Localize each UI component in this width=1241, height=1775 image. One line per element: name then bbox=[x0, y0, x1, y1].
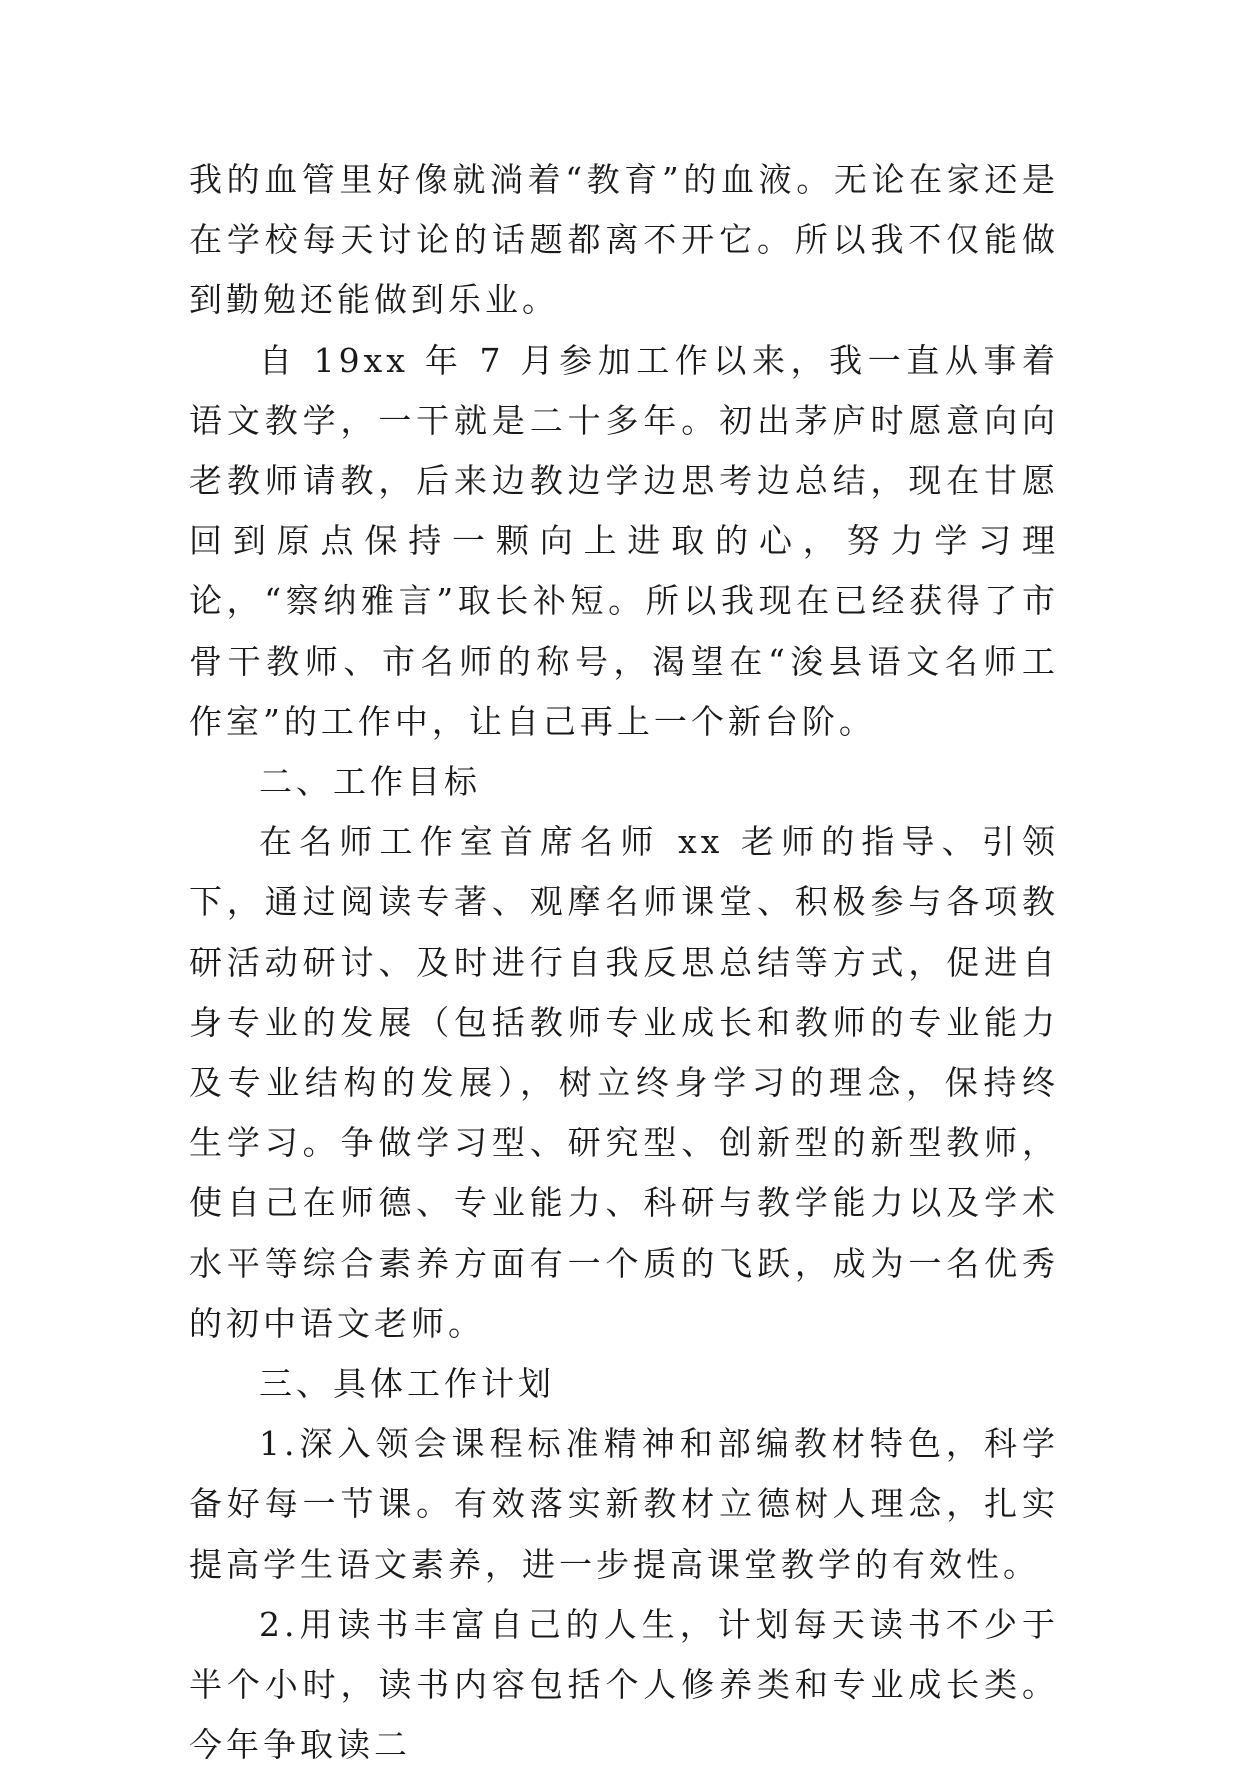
section-heading-work-goals: 二、工作目标 bbox=[259, 762, 481, 802]
document-body bbox=[189, 150, 1059, 1775]
paragraph-2: 自 19xx 年 7 月参加工作以来，我一直从事着语文教学，一干就是二十多年。初出茅庐时愿意向向老教师请教，后来边教边学边思考边总结，现在甘愿回到原点保持一颗向上进取的心，努力学习理论，“察纳雅言”取长补短。所以我现在已经获得了市骨干教师、市名师的称号，渴望在“浚县语文名师工作室”的工作中，让自己再上一个新台阶。 bbox=[189, 340, 1059, 741]
plan-item-2: 2.用读书丰富自己的人生，计划每天读书不少于半个小时，读书内容包括个人修养类和专业成长类。今年争取读二 bbox=[189, 1604, 1059, 1765]
paragraph-1: 我的血管里好像就淌着“教育”的血液。无论在家还是在学校每天讨论的话题都离不开它。所以我不仅能做到勤勉还能做到乐业。 bbox=[189, 160, 1059, 320]
plan-item-1: 1.深入领会课程标准精神和部编教材特色，科学备好每一节课。有效落实新教材立德树人理念，扎实提高学生语文素养，进一步提高课堂教学的有效性。 bbox=[189, 1424, 1059, 1584]
section-heading-work-plan: 三、具体工作计划 bbox=[259, 1364, 555, 1404]
paragraph-work-goals: 在名师工作室首席名师 xx 老师的指导、引领下，通过阅读专著、观摩名师课堂、积极参与各项教研活动研讨、及时进行自我反思总结等方式，促进自身专业的发展（包括教师专业成长和教师的专业能力及专业结构的发展），树立终身学习的理念，保持终生学习。争做学习型、研究型、创新型的新型教师，使自己在师德、专业能力、科研与教学能力以及学术水平等综合素养方面有一个质的飞跃，成为一名优秀的初中语文老师。 bbox=[189, 822, 1059, 1343]
